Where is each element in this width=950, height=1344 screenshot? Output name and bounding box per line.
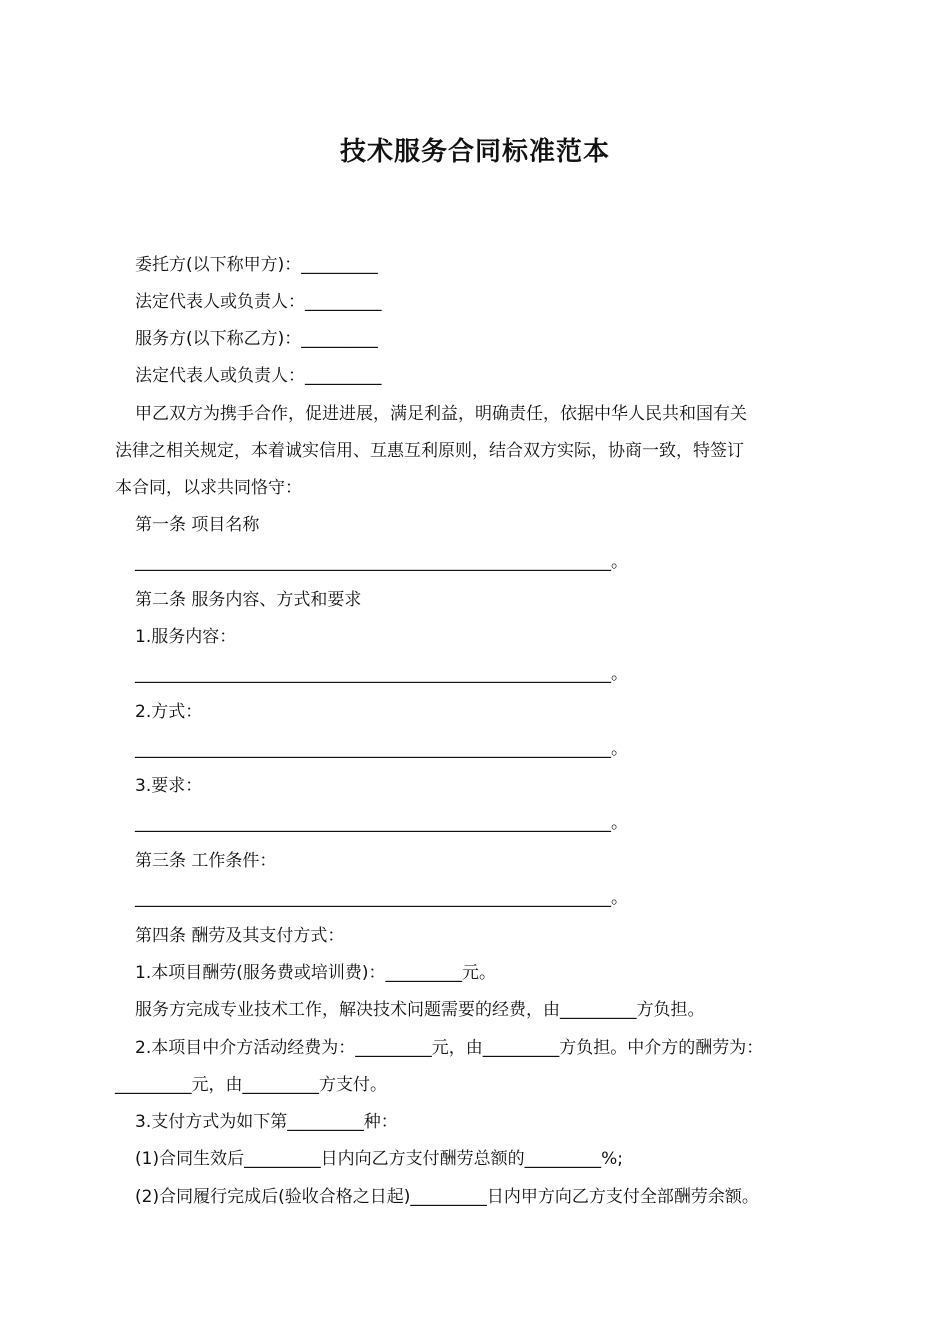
requirement-blank: ________________________________________________________。: [135, 813, 628, 833]
service-content-label: 1.服务内容：: [135, 627, 237, 647]
article-2-heading: 第二条 服务内容、方式和要求: [135, 590, 362, 610]
article-4-heading: 第四条 酬劳及其支付方式：: [135, 926, 345, 946]
party-a-line: 委托方(以下称甲方)：_________: [135, 255, 378, 275]
preamble-line-3: 本合同，以求共同恪守：: [115, 478, 302, 498]
intermediary-fee-line-1: 2.本项目中介方活动经费为：_________元，由_________方负担。中介方的酬劳为：: [135, 1038, 764, 1058]
service-content-blank: ________________________________________________________。: [135, 664, 628, 684]
preamble-line-2: 法律之相关规定，本着诚实信用、互惠互利原则，结合双方实际，协商一致，特签订: [115, 441, 744, 461]
method-label: 2.方式：: [135, 702, 203, 722]
document-title: 技术服务合同标准范本: [339, 137, 610, 167]
article-1-heading: 第一条 项目名称: [135, 515, 260, 535]
article-3-heading: 第三条 工作条件：: [135, 851, 277, 871]
party-b-representative-line: 法定代表人或负责人：_________: [135, 366, 382, 386]
article-1-blank: ________________________________________________________。: [135, 552, 628, 572]
party-a-representative-line: 法定代表人或负责人：_________: [135, 292, 382, 312]
article-3-blank: ________________________________________________________。: [135, 888, 628, 908]
intermediary-fee-line-2: _________元，由_________方支付。: [115, 1075, 387, 1095]
payment-option-2: (2)合同履行完成后(验收合格之日起)_________日内甲方向乙方支付全部酬劳余额。: [135, 1187, 759, 1207]
requirement-label: 3.要求：: [135, 776, 203, 796]
payment-option-1: (1)合同生效后_________日内向乙方支付酬劳总额的_________%;: [135, 1149, 623, 1169]
payment-method-line: 3.支付方式为如下第_________种：: [135, 1112, 398, 1132]
expense-bearer-line: 服务方完成专业技术工作，解决技术问题需要的经费，由_________方负担。: [135, 1000, 705, 1020]
party-b-line: 服务方(以下称乙方)：_________: [135, 329, 378, 349]
remuneration-amount-line: 1.本项目酬劳(服务费或培训费)：_________元。: [135, 963, 496, 983]
method-blank: ________________________________________________________。: [135, 739, 628, 759]
preamble-line-1: 甲乙双方为携手合作，促进进展，满足利益，明确责任，依据中华人民共和国有关: [135, 404, 747, 424]
